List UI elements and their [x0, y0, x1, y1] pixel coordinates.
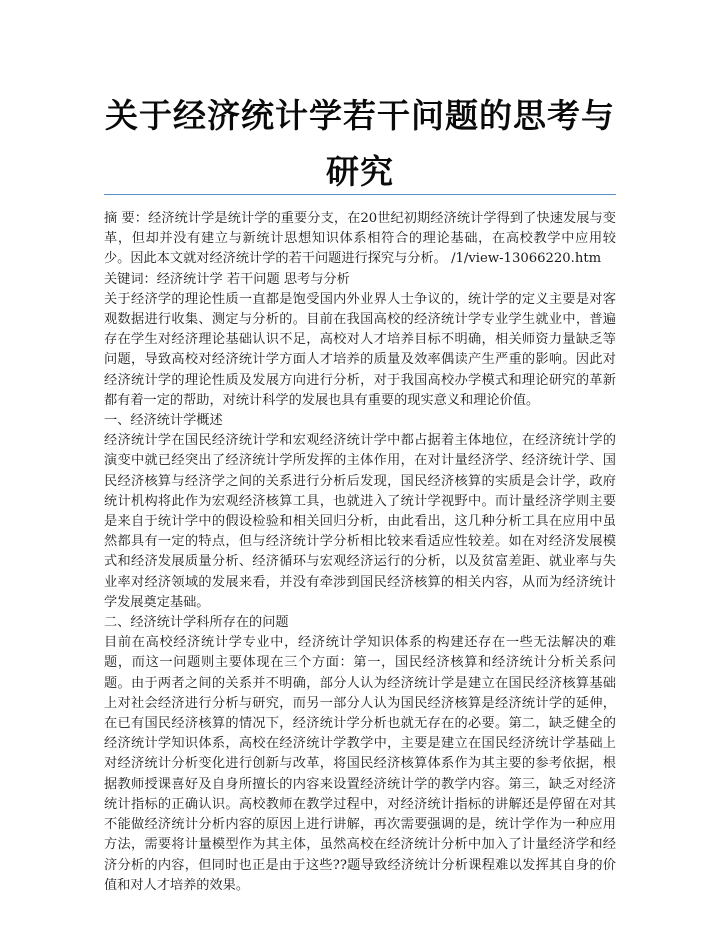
- document-body: [104, 209, 616, 896]
- section-heading-1: 一、经济统计学概述: [104, 413, 223, 429]
- page-title: 关于经济统计学若干问题的思考与研究: [105, 96, 615, 191]
- keywords-line: 关键词：经济统计学 若干问题 思考与分析: [104, 271, 350, 287]
- section-2-paragraph: 目前在高校经济统计学专业中，经济统计学知识体系的构建还存在一些无法解决的难题，而这一问题则主要体现在三个方面：第一，国民经济核算和经济统计分析关系问题。由于两者之间的关系并不明确，部分人认为经济统计学是建立在国民经济核算基础上对社会经济进行分析与研究，而另一部分人认为国民经济核算是经济统计学的延伸，在已有国民经济核算的情况下，经济统计学分析也就无存在的必要。第二，缺乏健全的经济统计学知识体系，高校在经济统计学教学中，主要是建立在国民经济统计学基础上对经济统计分析变化进行创新与改革，将国民经济核算体系作为其主要的参考依据，根据教师授课喜好及自身所擅长的内容来设置经济统计学的教学内容。第三，缺乏对经济统计指标的正确认识。高校教师在教学过程中，对经济统计指标的讲解还是停留在对其不能做经济统计分析内容的原因上进行讲解，再次需要强调的是，统计学作为一种应用方法，需要将计量模型作为其主体，虽然高校在经济统计分析中加入了计量经济学和经济分析的内容，但同时也正是由于这些??题导致经济统计分析课程难以发挥其自身的价值和对人才培养的效果。: [104, 635, 616, 893]
- section-1-paragraph: 经济统计学在国民经济统计学和宏观经济统计学中都占据着主体地位，在经济统计学的演变中就已经突出了经济统计学所发挥的主体作用，在对计量经济学、经济统计学、国民经济核算与经济学之间的关系进行分析后发现，国民经济核算的实质是会计学，政府统计机构将此作为宏观经济核算工具，也就进入了统计学视野中。而计量经济学则主要是来自于统计学中的假设检验和相关回归分析，由此看出，这几种分析工具在应用中虽然都具有一定的特点，但与经济统计学分析相比较来看适应性较差。如在对经济发展模式和经济发展质量分析、经济循环与宏观经济运行的分析，以及贫富差距、就业率与失业率对经济领域的发展来看，并没有牵涉到国民经济核算的相关内容，从而为经济统计学发展奠定基础。: [104, 433, 616, 610]
- title-divider: [104, 194, 616, 195]
- intro-paragraph: 关于经济学的理论性质一直都是饱受国内外业界人士争议的，统计学的定义主要是对客观数据进行收集、测定与分析的。目前在我国高校的经济统计学专业学生就业中，普遍存在学生对经济理论基础认识不足，高校对人才培养目标不明确，相关师资力量缺乏等问题，导致高校对经济统计学方面人才培养的质量及效率偶读产生严重的影响。因此对经济统计学的理论性质及发展方向进行分析，对于我国高校办学模式和理论研究的革新都有着一定的帮助，对统计科学的发展也具有重要的现实意义和理论价值。: [104, 291, 616, 408]
- section-heading-2: 二、经济统计学科所存在的问题: [104, 615, 289, 631]
- abstract-paragraph: 摘 要：经济统计学是统计学的重要分支，在20世纪初期经济统计学得到了快速发展与变革，但却并没有建立与新统计思想知识体系相符合的理论基础，在高校教学中应用较少。因此本文就对经济统计学的若干问题进行探究与分析。 /1/view-13066220.htm: [104, 211, 616, 267]
